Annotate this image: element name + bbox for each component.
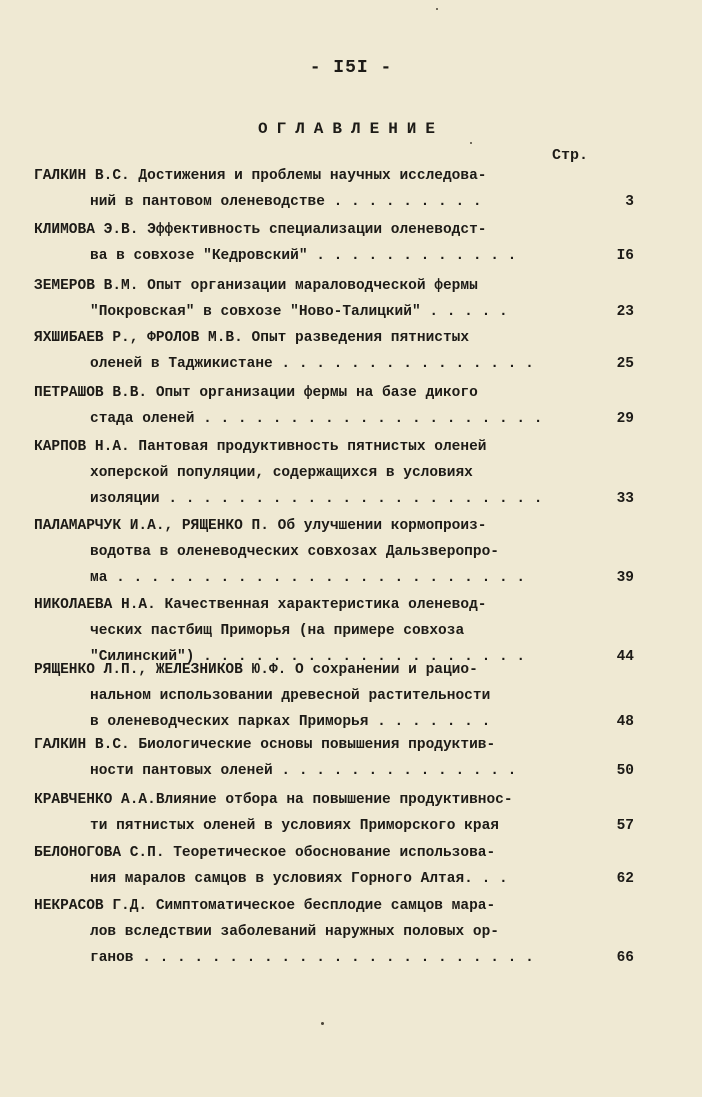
entry-line: ЯХШИБАЕВ Р., ФРОЛОВ М.В. Опыт разведения пятнистых [34,330,470,346]
entry-page-number: 66 [616,950,634,966]
entry-line: хоперской популяции, содержащихся в условиях [90,465,473,481]
entry-line: ности пантовых оленей . . . . . . . . . . . . . . 50 [34,758,634,784]
toc-entry [34,893,634,971]
entry-line: лов вследствии заболеваний наружных половых ор- [90,924,499,940]
toc-title: ОГЛАВЛЕНИЕ [257,120,444,138]
toc-entry [34,325,634,377]
toc-entry [34,273,634,325]
entry-line: ЗЕМЕРОВ В.М. Опыт организации мараловодческой фермы [34,278,478,294]
entry-line: оленей в Таджикистане . . . . . . . . . . . . . . . 25 [34,351,634,377]
entry-line: нальном использовании древесной растительности [90,688,491,704]
toc-entry [34,434,634,512]
entry-line: в оленеводческих парках Приморья . . . . . . . 48 [34,709,634,735]
page-number: - I5I - [309,58,393,78]
entry-page-number: 33 [616,491,634,507]
entry-page-number: 48 [616,714,634,730]
entry-line: КЛИМОВА Э.В. Эффективность специализации оленеводст- [34,222,487,238]
entry-page-number: 44 [616,649,634,665]
scan-speck [321,1022,324,1025]
toc-entry [34,163,634,215]
entry-line: ГАЛКИН В.С. Биологические основы повышения продуктив- [34,737,496,753]
toc-entry [34,840,634,892]
entry-line: РЯЩЕНКО Л.П., ЖЕЛЕЗНИКОВ Ю.Ф. О сохранении и рацио- [34,662,478,678]
scan-speck [436,8,438,10]
entry-line: ПЕТРАШОВ В.В. Опыт организации фермы на базе дикого [34,385,478,401]
entry-line: "Покровская" в совхозе "Ново-Талицкий" . . . . . 23 [34,299,634,325]
entry-line: ческих пастбищ Приморья (на примере совхоза [90,623,465,639]
entry-page-number: 3 [625,194,634,210]
entry-line: ния маралов самцов в условиях Горного Алтая. . . 62 [34,866,634,892]
toc-entry [34,513,634,591]
entry-page-number: 57 [616,818,634,834]
entry-line: водотва в оленеводческих совхозах Дальзверопро- [90,544,499,560]
entry-line: стада оленей . . . . . . . . . . . . . . . . . . . . 29 [34,406,634,432]
entry-line: ма . . . . . . . . . . . . . . . . . . . . . . . . 39 [34,565,634,591]
entry-page-number: 50 [616,763,634,779]
entry-page-number: 29 [616,411,634,427]
entry-line: КРАВЧЕНКО А.А.Влияние отбора на повышение продуктивнос- [34,792,513,808]
scan-speck [470,142,472,144]
entry-line: НИКОЛАЕВА Н.А. Качественная характеристика оленевод- [34,597,487,613]
entry-line: "Силинский") . . . . . . . . . . . . . . . . . . . 44 [34,644,634,670]
entry-page-number: I6 [616,248,634,264]
entry-line: НЕКРАСОВ Г.Д. Симптоматическое бесплодие самцов мара- [34,898,496,914]
entry-line: изоляции . . . . . . . . . . . . . . . . . . . . . . 33 [34,486,634,512]
entry-line: ний в пантовом оленеводстве . . . . . . . . . 3 [34,189,634,215]
entry-line: БЕЛОНОГОВА С.П. Теоретическое обоснование использова- [34,845,496,861]
entry-line: ГАЛКИН В.С. Достижения и проблемы научных исследова- [34,168,487,184]
entry-page-number: 23 [616,304,634,320]
entry-line: ва в совхозе "Кедровский" . . . . . . . . . . . . I6 [34,243,634,269]
toc-entry [34,217,634,269]
entry-page-number: 39 [616,570,634,586]
toc-entry [34,732,634,784]
entry-line: ганов . . . . . . . . . . . . . . . . . . . . . . . 66 [34,945,634,971]
entry-line: КАРПОВ Н.А. Пантовая продуктивность пятнистых оленей [34,439,487,455]
toc-entry [34,787,634,839]
page-column-label: Стр. [552,147,589,164]
toc-entry [34,380,634,432]
toc-entry [34,657,634,735]
entry-line: ти пятнистых оленей в условиях Приморского края 57 [34,813,634,839]
entry-page-number: 62 [616,871,634,887]
entry-line: ПАЛАМАРЧУК И.А., РЯЩЕНКО П. Об улучшении кормопроиз- [34,518,487,534]
entry-page-number: 25 [616,356,634,372]
